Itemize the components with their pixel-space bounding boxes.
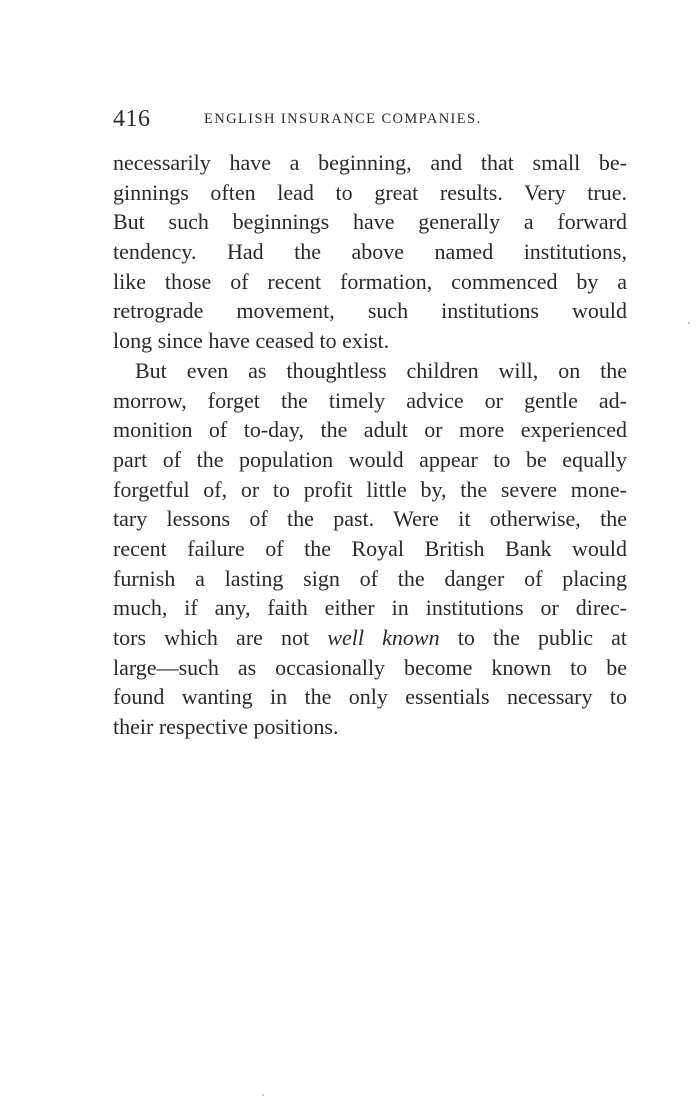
text-line: forgetful of, or to profit little by, the severe mone- (113, 476, 627, 502)
text-line: necessarily have a beginning, and that small be- (113, 150, 627, 175)
text-line: like those of recent formation, commenced by a (113, 268, 627, 294)
running-head (113, 104, 629, 134)
emphasis-well-known: well known (327, 625, 440, 650)
paragraph-end-line: their respective positions. (113, 714, 339, 740)
text-segment: to the public at (457, 625, 628, 650)
text-line: But such beginnings have generally a forward (113, 209, 627, 235)
running-title: ENGLISH INSURANCE COMPANIES. (204, 111, 482, 127)
paper-speck (688, 322, 690, 324)
text-line: much, if any, faith either in institutions or direc- (113, 595, 627, 621)
text-line: found wanting in the only essentials necessary to (113, 684, 627, 710)
body-text (113, 148, 627, 742)
page-number: 416 (113, 106, 151, 132)
text-line: recent failure of the Royal British Bank would (113, 535, 627, 561)
text-line: morrow, forget the timely advice or gentle ad- (113, 387, 627, 413)
text-line: part of the population would appear to be equally (113, 446, 627, 472)
paper-speck (262, 1094, 264, 1096)
paragraph-start-line: But even as thoughtless children will, on the (135, 357, 627, 383)
text-line: ginnings often lead to great results. Very true. (113, 179, 627, 205)
text-line: tary lessons of the past. Were it otherwise, the (113, 506, 627, 532)
text-line: furnish a lasting sign of the danger of placing (113, 565, 627, 591)
text-line-with-emphasis (113, 623, 627, 653)
text-line: tendency. Had the above named institutions, (113, 239, 627, 265)
text-line: monition of to-day, the adult or more experienced (113, 417, 627, 443)
text-line: retrograde movement, such institutions would (113, 298, 627, 324)
text-segment: tors which are not (113, 625, 310, 650)
text-line: large—such as occasionally become known to be (113, 654, 627, 680)
paragraph-end-line: long since have ceased to exist. (113, 328, 390, 354)
